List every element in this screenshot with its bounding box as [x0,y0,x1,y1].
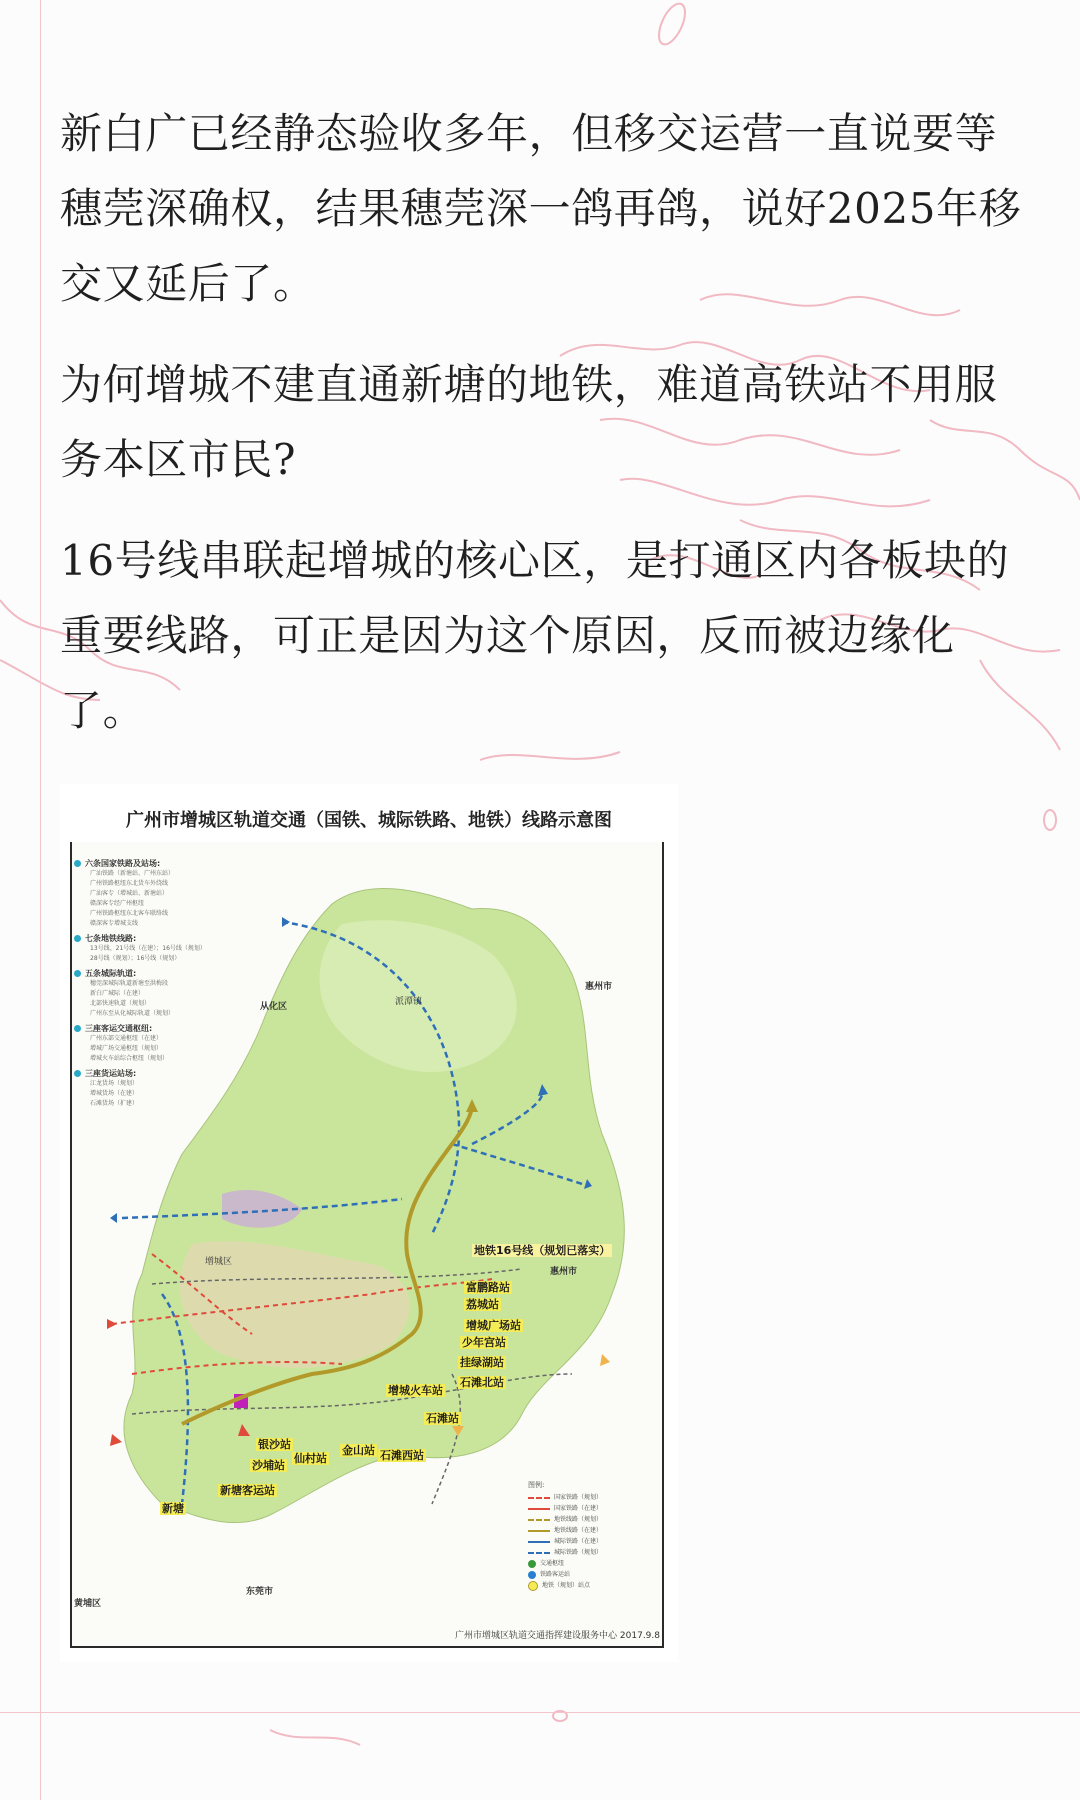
legend-dot-icon [74,935,81,942]
station-icon [528,1571,536,1579]
station-label: 银沙站 [258,1438,291,1451]
region-label: 惠州市 [550,1267,578,1277]
hub-icon [528,1560,536,1568]
station-label: 新塘客运站 [220,1484,275,1497]
region-label: 派潭镇 [395,997,423,1007]
map-credit: 广州市增城区轨道交通指挥建设服务中心 2017.9.8 [455,1631,660,1641]
legend-group: 六条国家铁路及站场: [74,858,284,869]
station-label: 石滩北站 [460,1376,504,1389]
station-label: 荔城站 [466,1298,499,1311]
map-title: 广州市增城区轨道交通（国铁、城际铁路、地铁）线路示意图 [126,810,612,831]
legend-dot-icon [74,1025,81,1032]
station-label: 少年宫站 [462,1336,506,1349]
region-label: 东莞市 [246,1587,274,1597]
paragraph-1: 新白广已经静态验收多年，但移交运营一直说要等穗莞深确权，结果穗莞深一鸽再鸽，说好2025年移交又延后了。 [60,109,1022,308]
station-label: 石滩站 [426,1412,459,1425]
region-label: 黄埔区 [74,1599,102,1609]
region-label: 从化区 [260,1002,288,1012]
margin-rule-horizontal [0,1712,1080,1713]
station-label: 新塘 [162,1502,184,1515]
paragraph-3: 16号线串联起增城的核心区，是打通区内各板块的重要线路，可正是因为这个原因，反而被边缘化了。 [60,536,1010,735]
legend-dot-icon [74,970,81,977]
legend-group: 七条地铁线路: [74,933,284,944]
map-legend-right: 图例: 国家铁路（规划） 国家铁路（在建） 地铁线路（规划） 地铁线路（在建） 城际铁路（在建） 城际铁路（规划） 交通枢纽 铁路客运站 地铁（规划）站点 [528,1481,603,1589]
paragraph-2: 为何增城不建直通新塘的地铁，难道高铁站不用服务本区市民? [60,360,998,484]
legend-dot-icon [74,860,81,867]
legend-group: 三座客运交通枢纽: [74,1023,284,1034]
region-label: 惠州市 [585,982,613,992]
metro-stop-icon [528,1581,538,1591]
region-label: 增城区 [205,1257,233,1267]
station-label: 增城火车站 [388,1384,443,1397]
rail-map-figure[interactable] [60,784,678,1662]
station-label: 沙埔站 [252,1459,285,1472]
margin-rule-vertical [40,0,41,1800]
legend-group: 五条城际轨道: [74,968,284,979]
line16-label: 地铁16号线（规划已落实） [474,1244,611,1257]
station-label: 石滩西站 [380,1449,424,1462]
article-body [60,96,1025,774]
station-label: 挂绿湖站 [460,1356,504,1369]
legend-dot-icon [74,1070,81,1077]
map-legend-left: 六条国家铁路及站场: 广汕铁路（新塘站、广州东站） 广州铁路枢纽东北货车外绕线 广汕客专（增城站、新塘站） 赣深客专经广州枢纽 广州铁路枢纽东北客车联络线 赣深客专增城支线 七条地铁线路: 13号线、21号线（在建）；16号线（规划） 28号线（规划）；16号线（规划） 五条城际轨道: 穗莞深城际轨道新塘至洪梅段 新白广城际（在建） 北部快速轨道（规划） 广州东至从化城际轨道（规划） 三座客运交通枢纽: 广州东部交通枢纽（在建） 增城广场交通枢纽（规划） 增城火车站综合枢纽（规划） 三座货运站场: 江龙货场（规划） 增城货场（在建） 石滩货场（扩建） [74,854,284,1109]
legend-group: 三座货运站场: [74,1068,284,1079]
station-label: 仙村站 [294,1452,327,1465]
station-label: 富鹏路站 [466,1281,510,1294]
station-label: 金山站 [342,1444,375,1457]
station-label: 增城广场站 [466,1319,521,1332]
